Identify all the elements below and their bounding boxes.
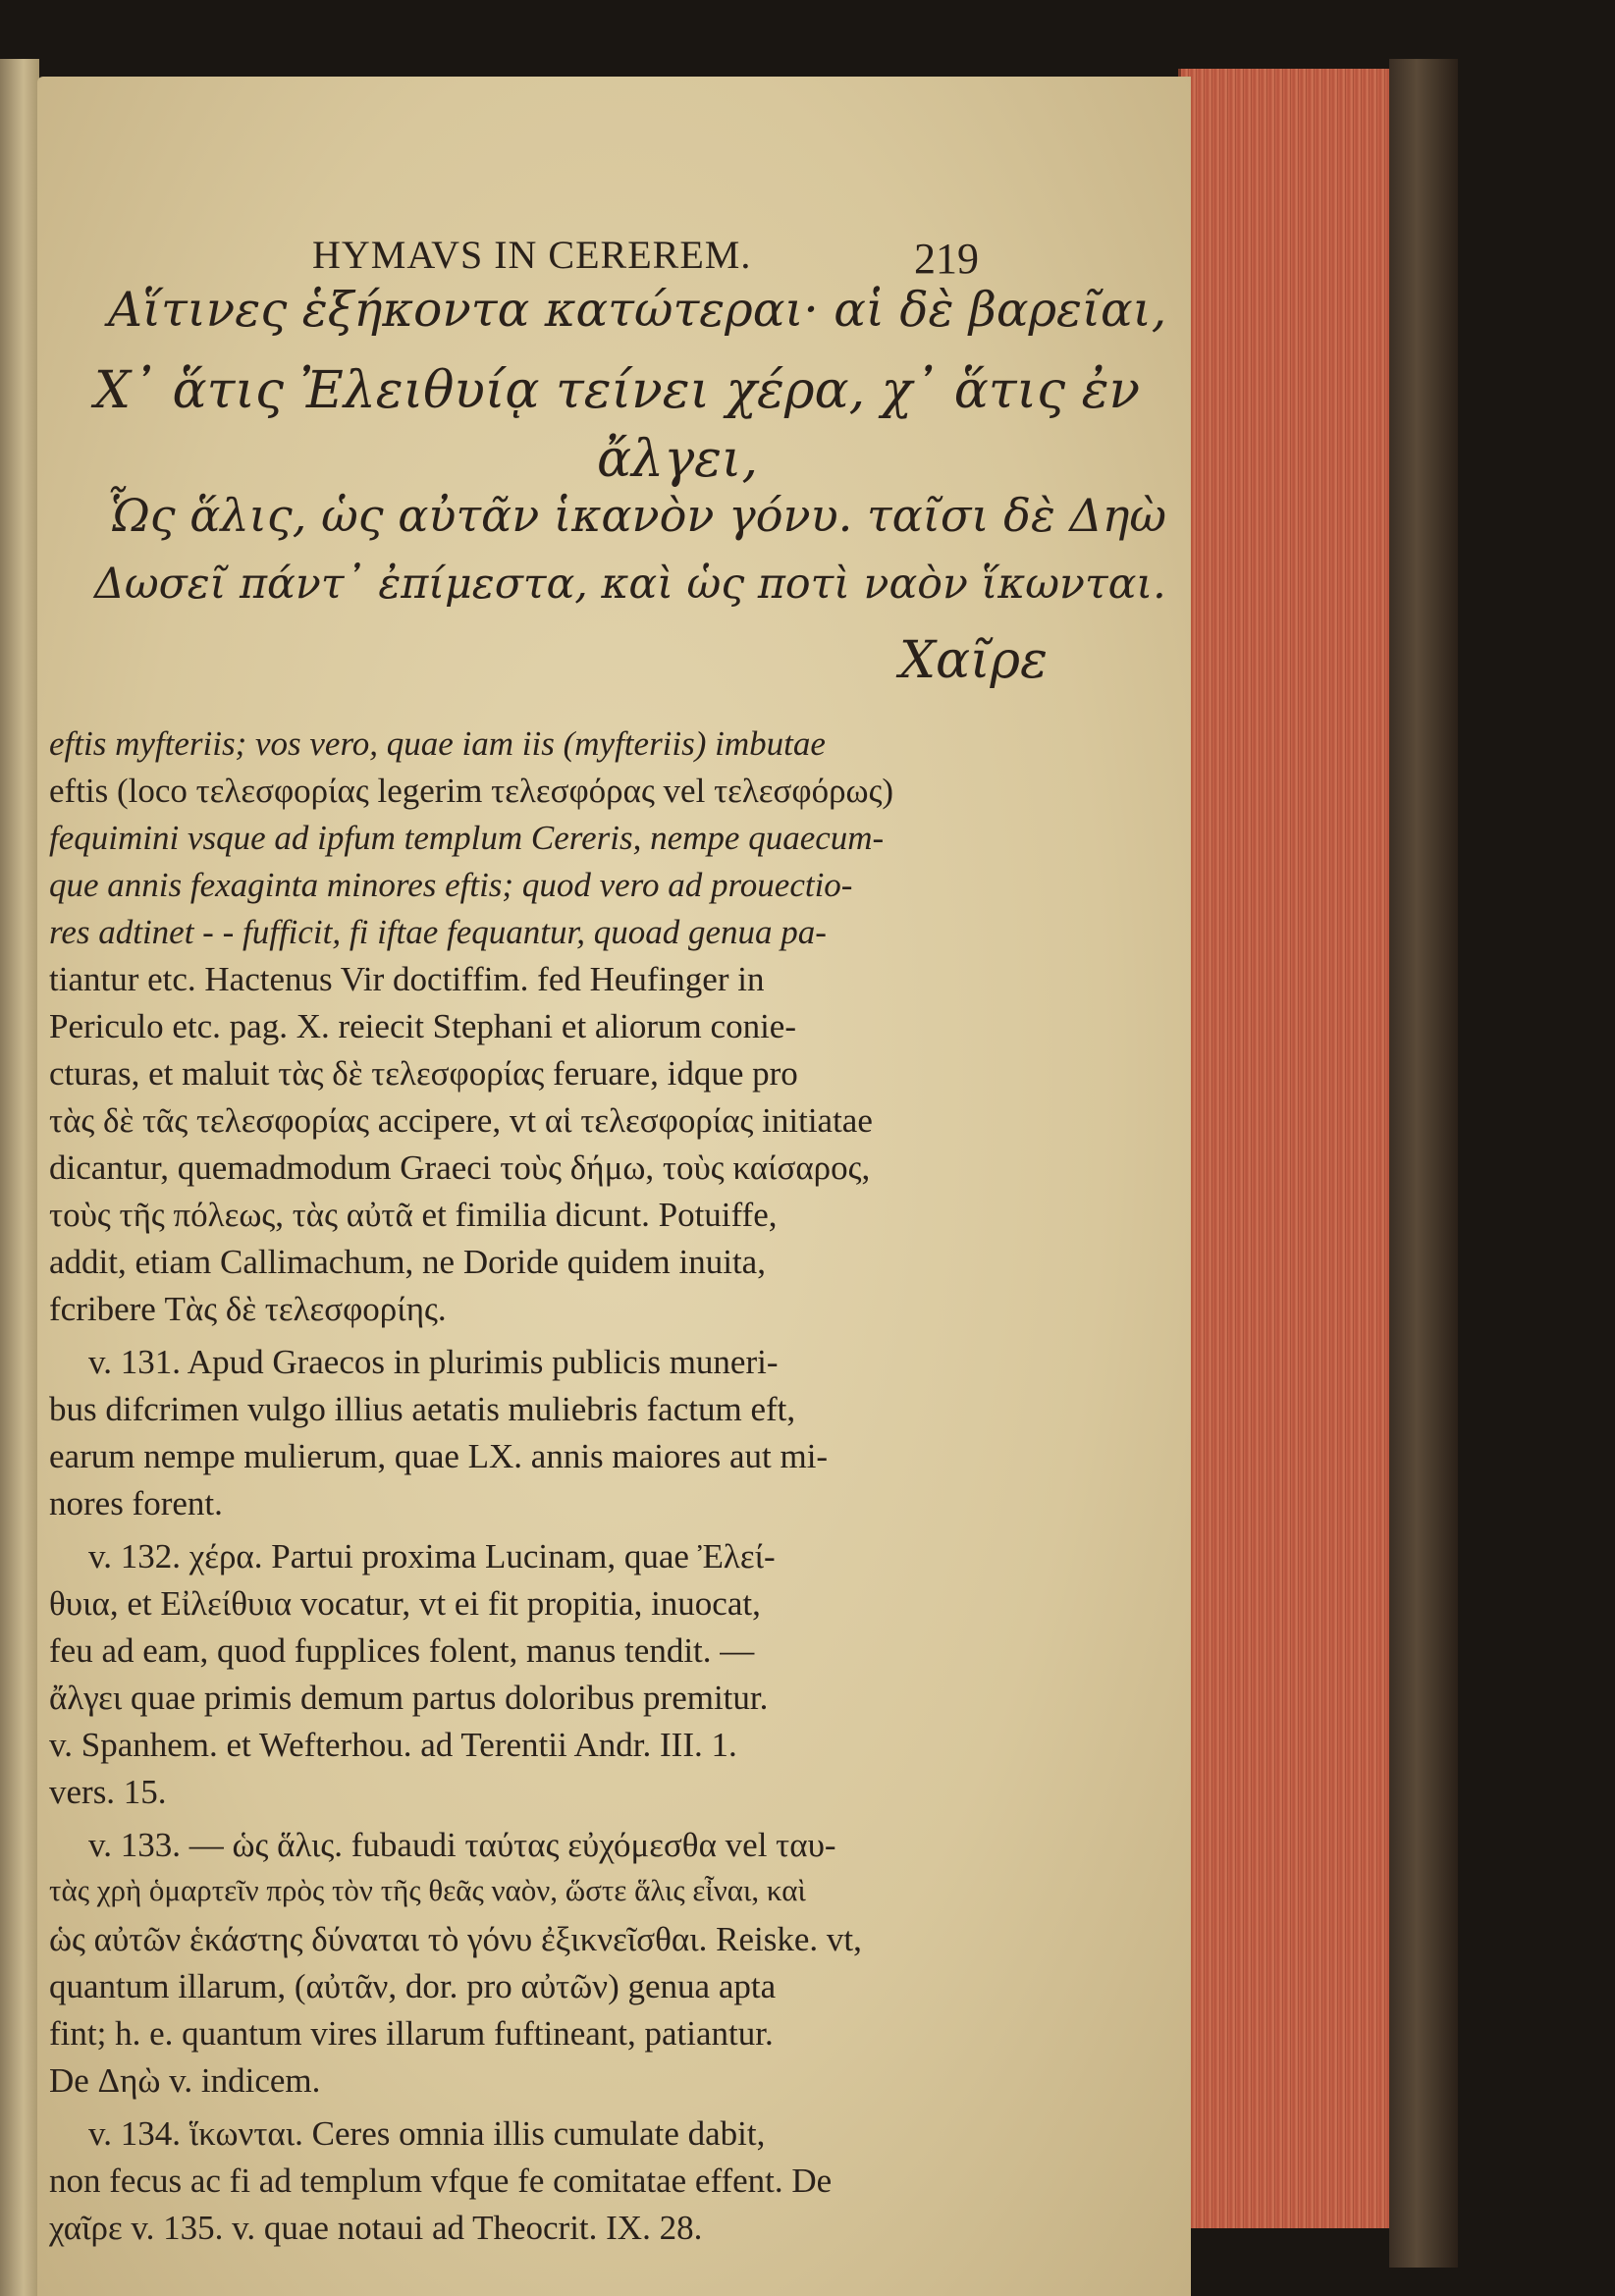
note-line: fint; h. e. quantum vires illarum fuftineant, patiantur.: [49, 2014, 774, 2053]
note-line: earum nempe mulierum, quae LX. annis maiores aut mi-: [49, 1437, 829, 1475]
verse-line: ἄλγει,: [597, 430, 758, 489]
note-line: eftis myfteriis; vos vero, quae iam iis (myfteriis) imbutae: [49, 724, 826, 763]
note-line: τὰς χρὴ ὁμαρτεῖν πρὸς τὸν τῆς θεᾶς ναὸν, ὥστε ἅλις εἶναι, καὶ: [49, 1873, 806, 1907]
note-line: v. Spanhem. et Wefterhou. ad Terentii Andr. III. 1.: [49, 1726, 737, 1764]
note-line: De Δηὼ v. indicem.: [49, 2061, 321, 2100]
note-line: bus difcrimen vulgo illius aetatis muliebris factum eft,: [49, 1390, 796, 1428]
page-number: 219: [914, 235, 979, 283]
note-line: non fecus ac fi ad templum vfque fe comitatae effent. De: [49, 2162, 833, 2200]
note-line: Periculo etc. pag. X. reiecit Stephani et aliorum conie-: [49, 1007, 796, 1045]
note-line: eftis (loco τελεσφορίας legerim τελεσφόρας vel τελεσφόρως): [49, 772, 894, 810]
note-line: tiantur etc. Hactenus Vir doctiffim. fed Heufinger in: [49, 960, 765, 998]
note-line: que annis fexaginta minores eftis; quod vero ad prouectio-: [49, 866, 853, 904]
book-cover-edge: [1389, 59, 1458, 2268]
note-line: v. 134. ἵκωνται. Ceres omnia illis cumulate dabit,: [88, 2114, 766, 2153]
note-line: ἄλγει quae primis demum partus doloribus premitur.: [49, 1679, 769, 1717]
page: [37, 77, 1191, 2296]
note-line: feu ad eam, quod fupplices folent, manus tendit. —: [49, 1631, 755, 1670]
note-line: τοὺς τῆς πόλεως, τὰς αὐτᾶ et fimilia dicunt. Potuiffe,: [49, 1196, 778, 1234]
verse-line: Χ᾽ ἅτις Ἐλειθυίᾳ τείνει χέρα, χ᾽ ἅτις ἐν: [94, 361, 1141, 420]
verse-line: Χαῖρε: [899, 631, 1048, 690]
left-page-edge: [0, 59, 39, 2296]
note-line: v. 133. — ὡς ἅλις. fubaudi ταύτας εὐχόμεσθα vel ταυ-: [88, 1826, 836, 1864]
note-line: res adtinet - - fufficit, fi iftae fequantur, quoad genua pa-: [49, 913, 827, 951]
page-block-edges: [1178, 69, 1392, 2228]
running-head: HYMAVS IN CEREREM.: [312, 233, 752, 277]
note-line: v. 132. χέρα. Partui proxima Lucinam, quae Ἐλεί-: [88, 1537, 776, 1575]
note-line: v. 131. Apud Graecos in plurimis publicis muneri-: [88, 1343, 779, 1381]
note-line: fcribere Τὰς δὲ τελεσφορίης.: [49, 1290, 447, 1328]
note-line: ὡς αὐτῶν ἑκάστης δύναται τὸ γόνυ ἐξικνεῖσθαι. Reiske. vt,: [49, 1920, 862, 1958]
note-line: dicantur, quemadmodum Graeci τοὺς δήμω, τοὺς καίσαρος,: [49, 1148, 871, 1187]
note-line: θυια, et Εἰλείθυια vocatur, vt ei fit propitia, inuocat,: [49, 1584, 761, 1623]
note-line: cturas, et maluit τὰς δὲ τελεσφορίας feruare, idque pro: [49, 1054, 798, 1093]
note-line: vers. 15.: [49, 1773, 167, 1811]
note-line: quantum illarum, (αὐτᾶν, dor. pro αὐτῶν) genua apta: [49, 1967, 777, 2005]
verse-line: Αἵτινες ἑξήκοντα κατώτεραι· αἱ δὲ βαρεῖαι,: [108, 283, 1167, 338]
note-line: fequimini vsque ad ipfum templum Cereris, nempe quaecum-: [49, 819, 885, 857]
verse-line: Ὧς ἅλις, ὡς αὐτᾶν ἱκανὸν γόνυ. ταῖσι δὲ Δηὼ: [106, 489, 1167, 542]
note-line: χαῖρε v. 135. v. quae notaui ad Theocrit. IX. 28.: [49, 2209, 703, 2247]
note-line: nores forent.: [49, 1484, 223, 1522]
note-line: addit, etiam Callimachum, ne Doride quidem inuita,: [49, 1243, 766, 1281]
note-line: τὰς δὲ τᾶς τελεσφορίας accipere, vt αἱ τελεσφορίας initiatae: [49, 1101, 873, 1140]
verse-line: Δωσεῖ πάντ᾽ ἐπίμεστα, καὶ ὡς ποτὶ ναὸν ἵκωνται.: [94, 560, 1166, 609]
